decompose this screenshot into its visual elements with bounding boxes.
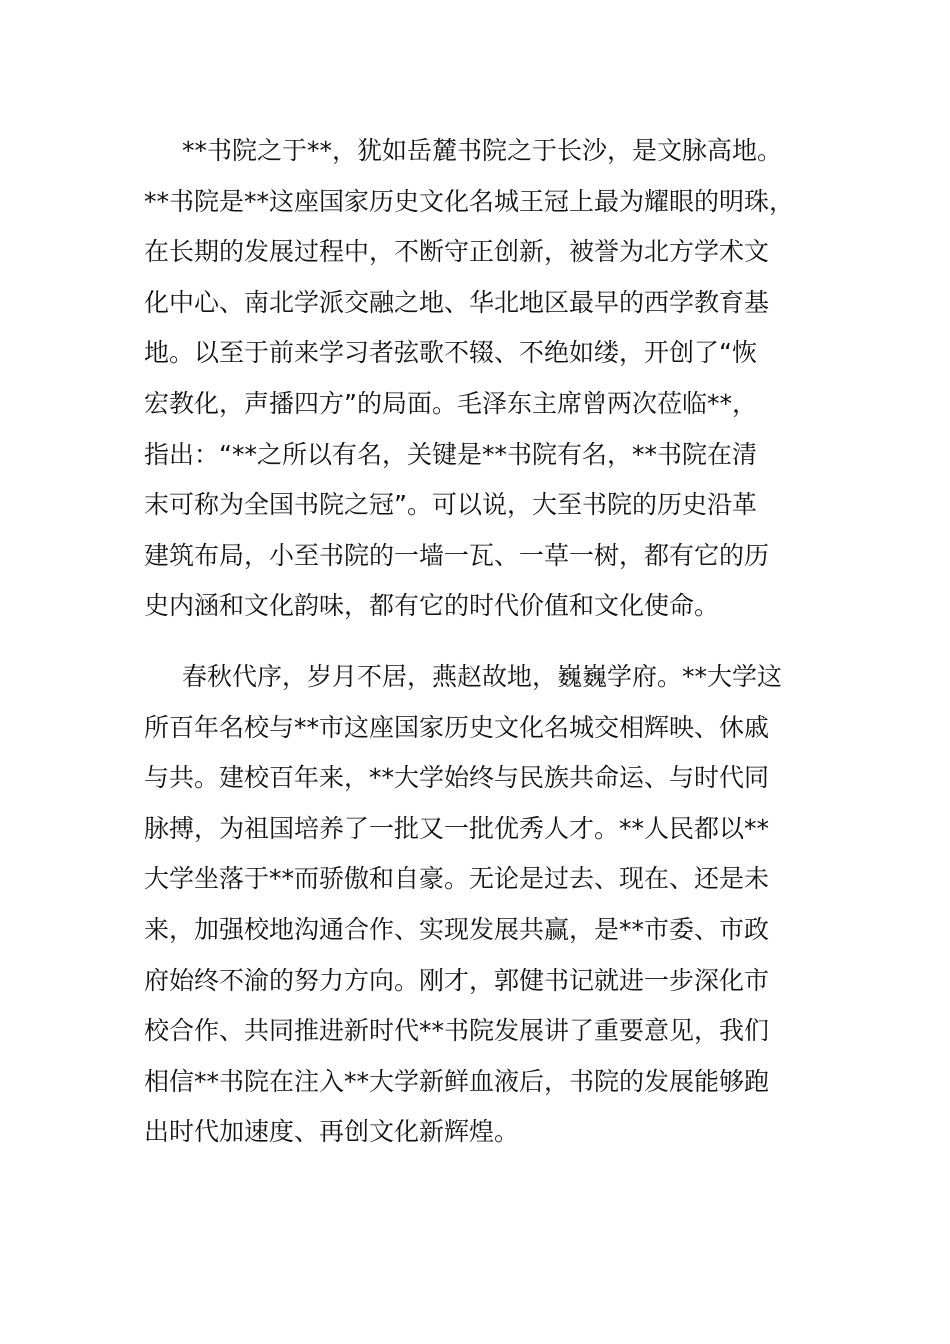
text-line: 末可称为全国书院之冠”。可以说，大至书院的历史沿革 — [144, 490, 757, 520]
text-line: 相信**书院在注入**大学新鲜血液后，书院的发展能够跑 — [144, 1066, 770, 1096]
text-line: 史内涵和文化韵味，都有它的时代价值和文化使命。 — [144, 591, 720, 621]
text-line: 脉搏，为祖国培养了一批又一批优秀人才。**人民都以** — [144, 813, 770, 843]
text-line: 与共。建校百年来，**大学始终与民族共命运、与时代同 — [144, 763, 770, 793]
text-line: 化中心、南北学派交融之地、华北地区最早的西学教育基 — [144, 287, 770, 317]
paragraph-2 — [144, 652, 812, 1158]
text-line: 在长期的发展过程中，不断守正创新，被誉为北方学术文 — [144, 237, 770, 267]
text-line: 指出：“**之所以有名，关键是**书院有名，**书院在清 — [144, 439, 757, 469]
paragraph-1 — [144, 126, 812, 632]
text-line: 来，加强校地沟通合作、实现发展共赢，是**市委、市政 — [144, 914, 770, 944]
text-line: 春秋代序，岁月不居，燕赵故地，巍巍学府。**大学这 — [182, 661, 783, 691]
text-line: 校合作、共同推进新时代**书院发展讲了重要意见，我们 — [144, 1016, 770, 1046]
text-line: 府始终不渝的努力方向。刚才，郭健书记就进一步深化市 — [144, 965, 770, 995]
text-line: 建筑布局，小至书院的一墙一瓦、一草一树，都有它的历 — [144, 540, 770, 570]
text-line: **书院之于**，犹如岳麓书院之于长沙，是文脉高地。 — [182, 136, 783, 165]
text-line: 地。以至于前来学习者弦歌不辍、不绝如缕，开创了“恢 — [144, 338, 757, 368]
text-line: **书院是**这座国家历史文化名城王冠上最为耀眼的明珠， — [144, 186, 795, 216]
text-line: 大学坐落于**而骄傲和自豪。无论是过去、现在、还是未 — [144, 864, 770, 894]
text-line: 出时代加速度、再创文化新辉煌。 — [144, 1117, 520, 1147]
document-body — [144, 126, 812, 1158]
text-line: 宏教化，声播四方”的局面。毛泽东主席曾两次莅临**， — [144, 388, 757, 418]
text-line: 所百年名校与**市这座国家历史文化名城交相辉映、休戚 — [144, 712, 770, 742]
